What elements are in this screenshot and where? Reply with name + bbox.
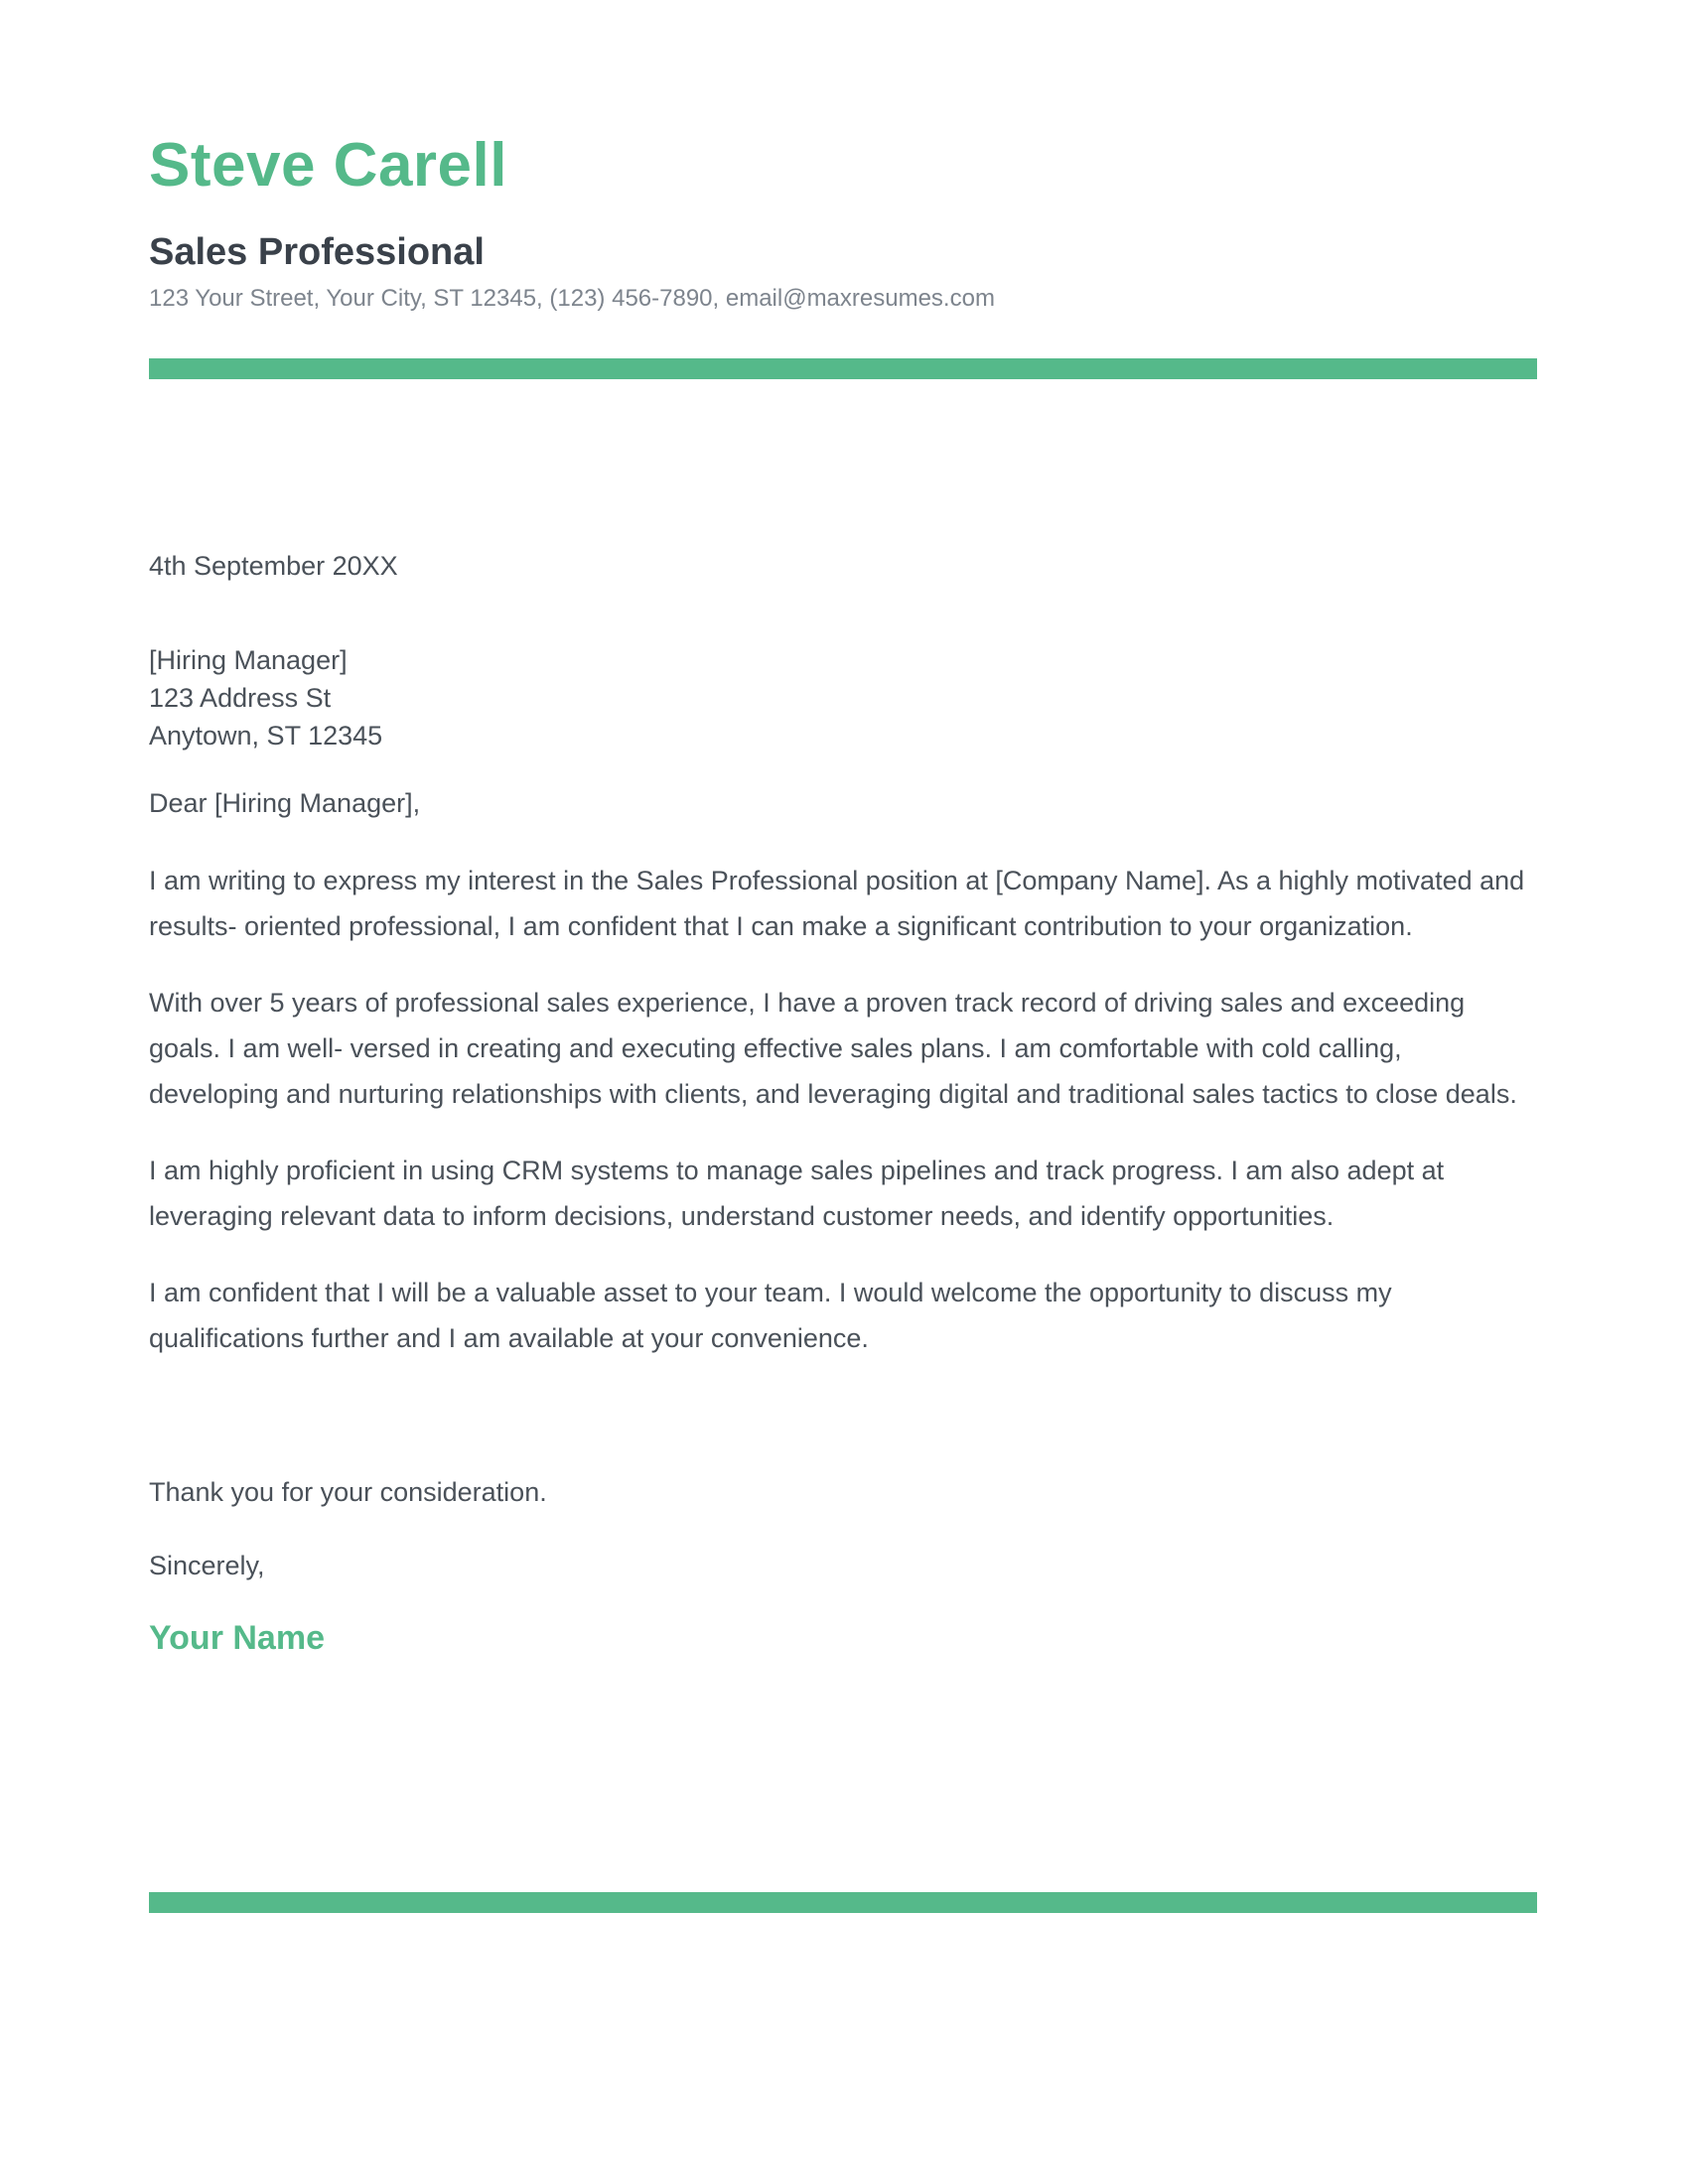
recipient-line-street: 123 Address St: [149, 683, 332, 713]
header-divider-bar: [149, 358, 1537, 379]
footer-divider-bar: [149, 1892, 1537, 1913]
letter-header: [149, 131, 1537, 379]
body-paragraph-experience: With over 5 years of professional sales experience, I have a proven track record of driving sales and exceeding goals. I am well- versed in creating and executing effective sales plans. I am comfortable with cold calling, developing and nurturing relationships with clients, and leveraging digital and traditional sales tactics to close deals.: [149, 988, 1517, 1109]
recipient-line-city: Anytown, ST 12345: [149, 721, 383, 751]
closing-signoff: Sincerely,: [149, 1551, 265, 1580]
body-paragraph-skills: I am highly proficient in using CRM systems to manage sales pipelines and track progress. I am also adept at leveraging relevant data to inform decisions, understand customer needs, and identify opportunities.: [149, 1156, 1445, 1231]
body-paragraph-intro: I am writing to express my interest in the Sales Professional position at [Company Name]. As a highly motivated and results- oriented professional, I am confident that I can make a significant contribution to your organization.: [149, 866, 1525, 941]
salutation: Dear [Hiring Manager],: [149, 788, 421, 818]
letter-body: [149, 548, 1537, 1658]
closing-thanks: Thank you for your consideration.: [149, 1477, 547, 1507]
signature-name: Your Name: [149, 1619, 325, 1657]
recipient-line-name: [Hiring Manager]: [149, 645, 348, 675]
applicant-name: Steve Carell: [149, 131, 507, 200]
contact-info: 123 Your Street, Your City, ST 12345, (123) 456-7890, email@maxresumes.com: [149, 285, 995, 312]
letter-date: 4th September 20XX: [149, 551, 398, 581]
body-paragraph-closing: I am confident that I will be a valuable asset to your team. I would welcome the opportunity to discuss my qualifications further and I am available at your convenience.: [149, 1278, 1392, 1353]
recipient-block: [149, 641, 1537, 754]
applicant-job-title: Sales Professional: [149, 231, 485, 273]
